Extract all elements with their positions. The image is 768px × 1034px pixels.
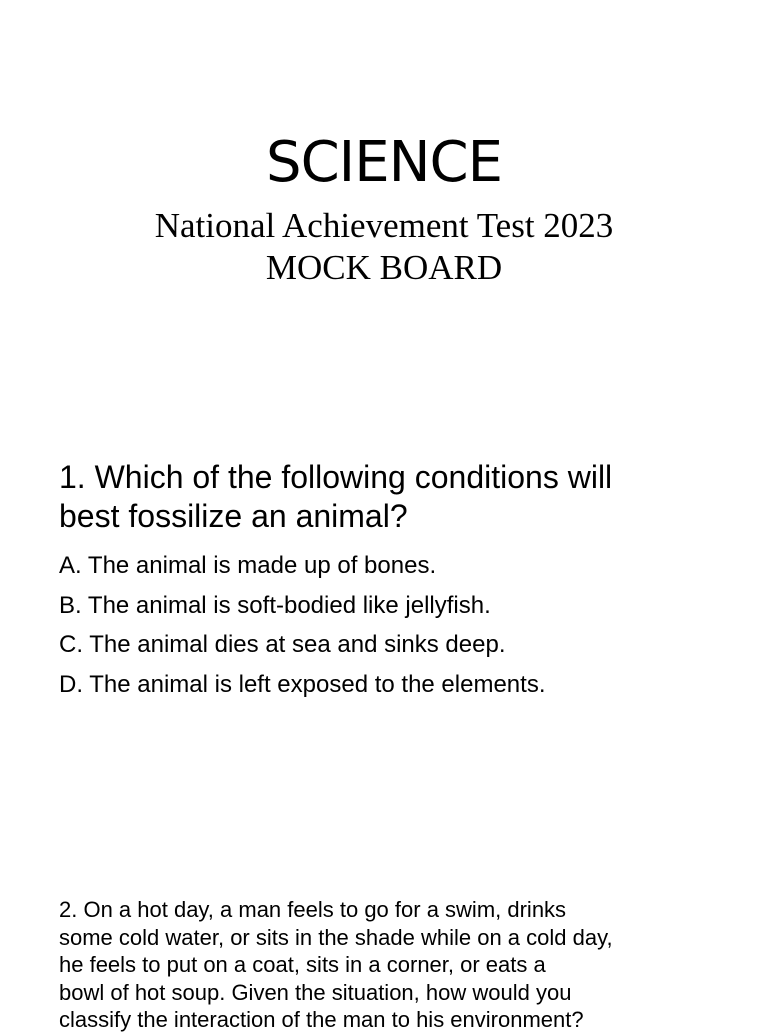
subtitle-line: National Achievement Test 2023 [154,206,614,245]
page-title: SCIENCE [266,130,502,195]
title-slide [0,0,768,400]
question-2-line: classify the interaction of the man to his environment? [59,1007,584,1032]
answer-option-a: A. The animal is made up of bones. [59,552,437,579]
answer-option-c: C. The animal dies at sea and sinks deep. [59,631,506,658]
page-subtitle [0,205,768,289]
subtitle-line: MOCK BOARD [265,248,503,287]
question-prompt-line: 1. Which of the following conditions will [59,459,613,495]
question-2-line: he feels to put on a coat, sits in a corner, or eats a [59,952,546,977]
answer-options [59,546,739,704]
question-2-line: some cold water, or sits in the shade while on a cold day, [59,924,613,950]
question-1 [59,458,739,704]
question-2 [59,896,739,1034]
answer-option-d: D. The animal is left exposed to the elements. [59,670,546,698]
question-prompt-line: best fossilize an animal? [59,498,408,534]
question-1-prompt [59,458,739,536]
answer-option-b: B. The animal is soft-bodied like jellyfish. [59,591,491,619]
question-2-line: bowl of hot soup. Given the situation, how would you [59,979,572,1005]
question-2-line: 2. On a hot day, a man feels to go for a swim, drinks [59,897,567,922]
